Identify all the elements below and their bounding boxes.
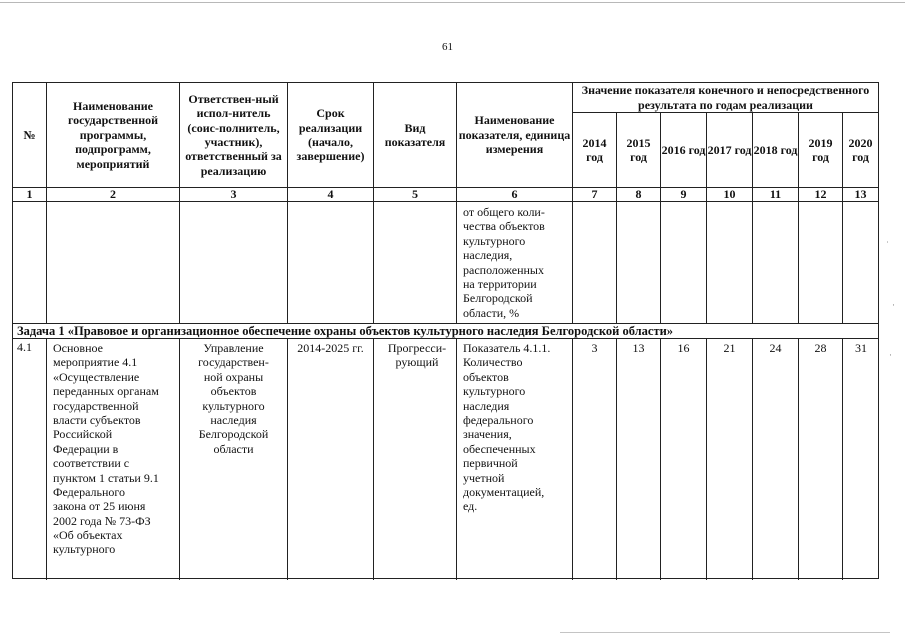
row-4-1-indicator-type: Прогресси-рующий [374, 339, 457, 580]
header-year: 2014 год [573, 113, 617, 188]
row-4-1-value-2017: 21 [707, 339, 753, 580]
column-number: 10 [707, 188, 753, 202]
continuation-cell [617, 202, 661, 324]
column-number: 6 [457, 188, 573, 202]
column-number: 4 [288, 188, 374, 202]
page-top-edge [0, 2, 905, 3]
row-4-1-program-name: Основное мероприятие 4.1 «Осуществление переданных органам государственной власти субъектов Российской Федерации в соответствии с пунктом 1 статьи 9.1 Федерального закона от 25 июня 2002 года № 73-ФЗ «Об объектах культурного [47, 339, 180, 580]
column-number: 9 [661, 188, 707, 202]
continuation-cell [707, 202, 753, 324]
header-year: 2020 год [843, 113, 879, 188]
row-4-1-value-2016: 16 [661, 339, 707, 580]
column-number: 3 [180, 188, 288, 202]
page-number: 61 [442, 41, 453, 53]
row-4-1-value-2019: 28 [799, 339, 843, 580]
continuation-cell [13, 202, 47, 324]
row-4-1-value-2014: 3 [573, 339, 617, 580]
continuation-cell [573, 202, 617, 324]
continuation-cell [374, 202, 457, 324]
header-no: № [13, 83, 47, 188]
row-4-1-value-2018: 24 [753, 339, 799, 580]
header-year: 2018 год [753, 113, 799, 188]
continuation-cell [799, 202, 843, 324]
continuation-cell [47, 202, 180, 324]
header-year: 2019 год [799, 113, 843, 188]
row-4-1-responsible: Управление государствен-ной охраны объектов культурного наследия Белгородской области [180, 339, 288, 580]
row-4-1-number: 4.1 [13, 339, 47, 580]
header-year: 2015 год [617, 113, 661, 188]
page-bottom-edge [560, 632, 890, 633]
continuation-cell [288, 202, 374, 324]
continuation-cell [180, 202, 288, 324]
header-values-group: Значение показателя конечного и непосредственного результата по годам реализации [573, 83, 879, 113]
header-year: 2017 год [707, 113, 753, 188]
continuation-cell [843, 202, 879, 324]
header-indicator-type: Вид показателя [374, 83, 457, 188]
header-year: 2016 год [661, 113, 707, 188]
header-program-name: Наименование государственной программы, подпрограмм, мероприятий [47, 83, 180, 188]
row-4-1-indicator-name: Показатель 4.1.1. Количество объектов культурного наследия федерального значения, обеспеченных первичной учетной документацией, ед. [457, 339, 573, 580]
header-responsible: Ответствен-ный испол-нитель (соис-полнитель, участник), ответственный за реализацию [180, 83, 288, 188]
scan-speckle: ˙ [886, 240, 889, 250]
header-indicator-name: Наименование показателя, единица измерения [457, 83, 573, 188]
scan-speckle: · [889, 350, 892, 360]
column-number: 5 [374, 188, 457, 202]
column-number: 12 [799, 188, 843, 202]
column-number: 7 [573, 188, 617, 202]
continuation-cell [661, 202, 707, 324]
task-1-row: Задача 1 «Правовое и организационное обеспечение охраны объектов культурного наследия Белгородской области» [13, 324, 879, 339]
column-number: 8 [617, 188, 661, 202]
continuation-cell [753, 202, 799, 324]
indicators-table [12, 82, 879, 579]
row-4-1-term: 2014-2025 гг. [288, 339, 374, 580]
column-number: 1 [13, 188, 47, 202]
row-4-1-value-2015: 13 [617, 339, 661, 580]
column-number: 11 [753, 188, 799, 202]
column-number: 13 [843, 188, 879, 202]
header-term: Срок реализации (начало, завершение) [288, 83, 374, 188]
column-number: 2 [47, 188, 180, 202]
row-4-1-value-2020: 31 [855, 341, 867, 355]
scan-speckle: · [892, 300, 895, 310]
continuation-indicator-text: от общего коли-чества объектов культурного наследия, расположенных на территории Белгородской области, % [457, 202, 573, 324]
